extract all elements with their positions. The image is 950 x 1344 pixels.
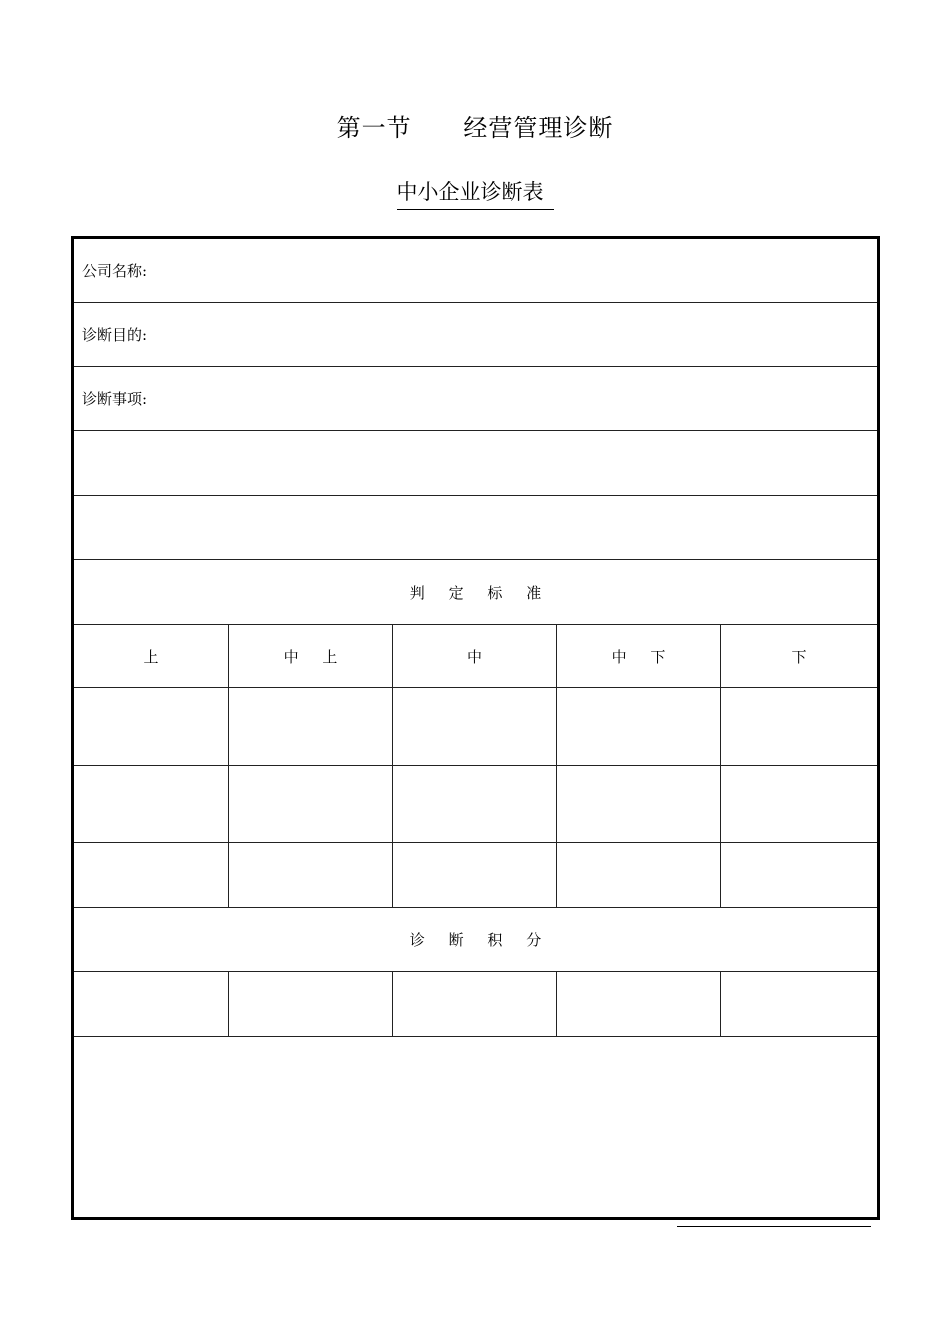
diagnosis-form-table — [71, 236, 880, 1220]
criteria-cell[interactable] — [721, 766, 879, 843]
criteria-cell[interactable] — [721, 843, 879, 908]
score-row — [73, 972, 879, 1037]
criteria-row-2 — [73, 766, 879, 843]
company-name-row — [73, 238, 879, 303]
notes-row — [73, 1037, 879, 1219]
score-cell[interactable] — [73, 972, 229, 1037]
items-blank-row-1 — [73, 431, 879, 496]
criteria-cell[interactable] — [393, 766, 557, 843]
criteria-cell[interactable] — [393, 843, 557, 908]
score-header-row — [73, 908, 879, 972]
form-title: 中小企业诊断表 — [397, 176, 554, 210]
score-cell[interactable] — [557, 972, 721, 1037]
criteria-header-row — [73, 560, 879, 625]
score-cell[interactable] — [393, 972, 557, 1037]
level-top: 上 — [73, 625, 229, 688]
notes-area[interactable] — [73, 1037, 879, 1219]
items-label[interactable]: 诊断事项: — [73, 367, 879, 431]
score-header: 诊 断 积 分 — [73, 908, 879, 972]
criteria-cell[interactable] — [229, 843, 393, 908]
criteria-cell[interactable] — [393, 688, 557, 766]
level-bottom: 下 — [721, 625, 879, 688]
items-row — [73, 367, 879, 431]
score-cell[interactable] — [229, 972, 393, 1037]
criteria-cell[interactable] — [721, 688, 879, 766]
criteria-cell[interactable] — [229, 688, 393, 766]
criteria-cell[interactable] — [73, 843, 229, 908]
criteria-levels-row — [73, 625, 879, 688]
form-title-wrap — [0, 176, 950, 210]
criteria-cell[interactable] — [557, 688, 721, 766]
criteria-cell[interactable] — [73, 766, 229, 843]
items-blank-cell-2[interactable] — [73, 496, 879, 560]
items-blank-cell-1[interactable] — [73, 431, 879, 496]
purpose-label[interactable]: 诊断目的: — [73, 303, 879, 367]
level-upper-middle: 中 上 — [229, 625, 393, 688]
level-lower-middle: 中 下 — [557, 625, 721, 688]
score-cell[interactable] — [721, 972, 879, 1037]
items-blank-row-2 — [73, 496, 879, 560]
level-middle: 中 — [393, 625, 557, 688]
page-heading: 第一节 经营管理诊断 — [336, 114, 614, 142]
criteria-header: 判 定 标 准 — [73, 560, 879, 625]
criteria-row-1 — [73, 688, 879, 766]
criteria-cell[interactable] — [557, 843, 721, 908]
criteria-row-3 — [73, 843, 879, 908]
criteria-cell[interactable] — [557, 766, 721, 843]
criteria-cell[interactable] — [73, 688, 229, 766]
footer-rule — [677, 1226, 871, 1227]
company-name-label[interactable]: 公司名称: — [73, 238, 879, 303]
purpose-row — [73, 303, 879, 367]
criteria-cell[interactable] — [229, 766, 393, 843]
